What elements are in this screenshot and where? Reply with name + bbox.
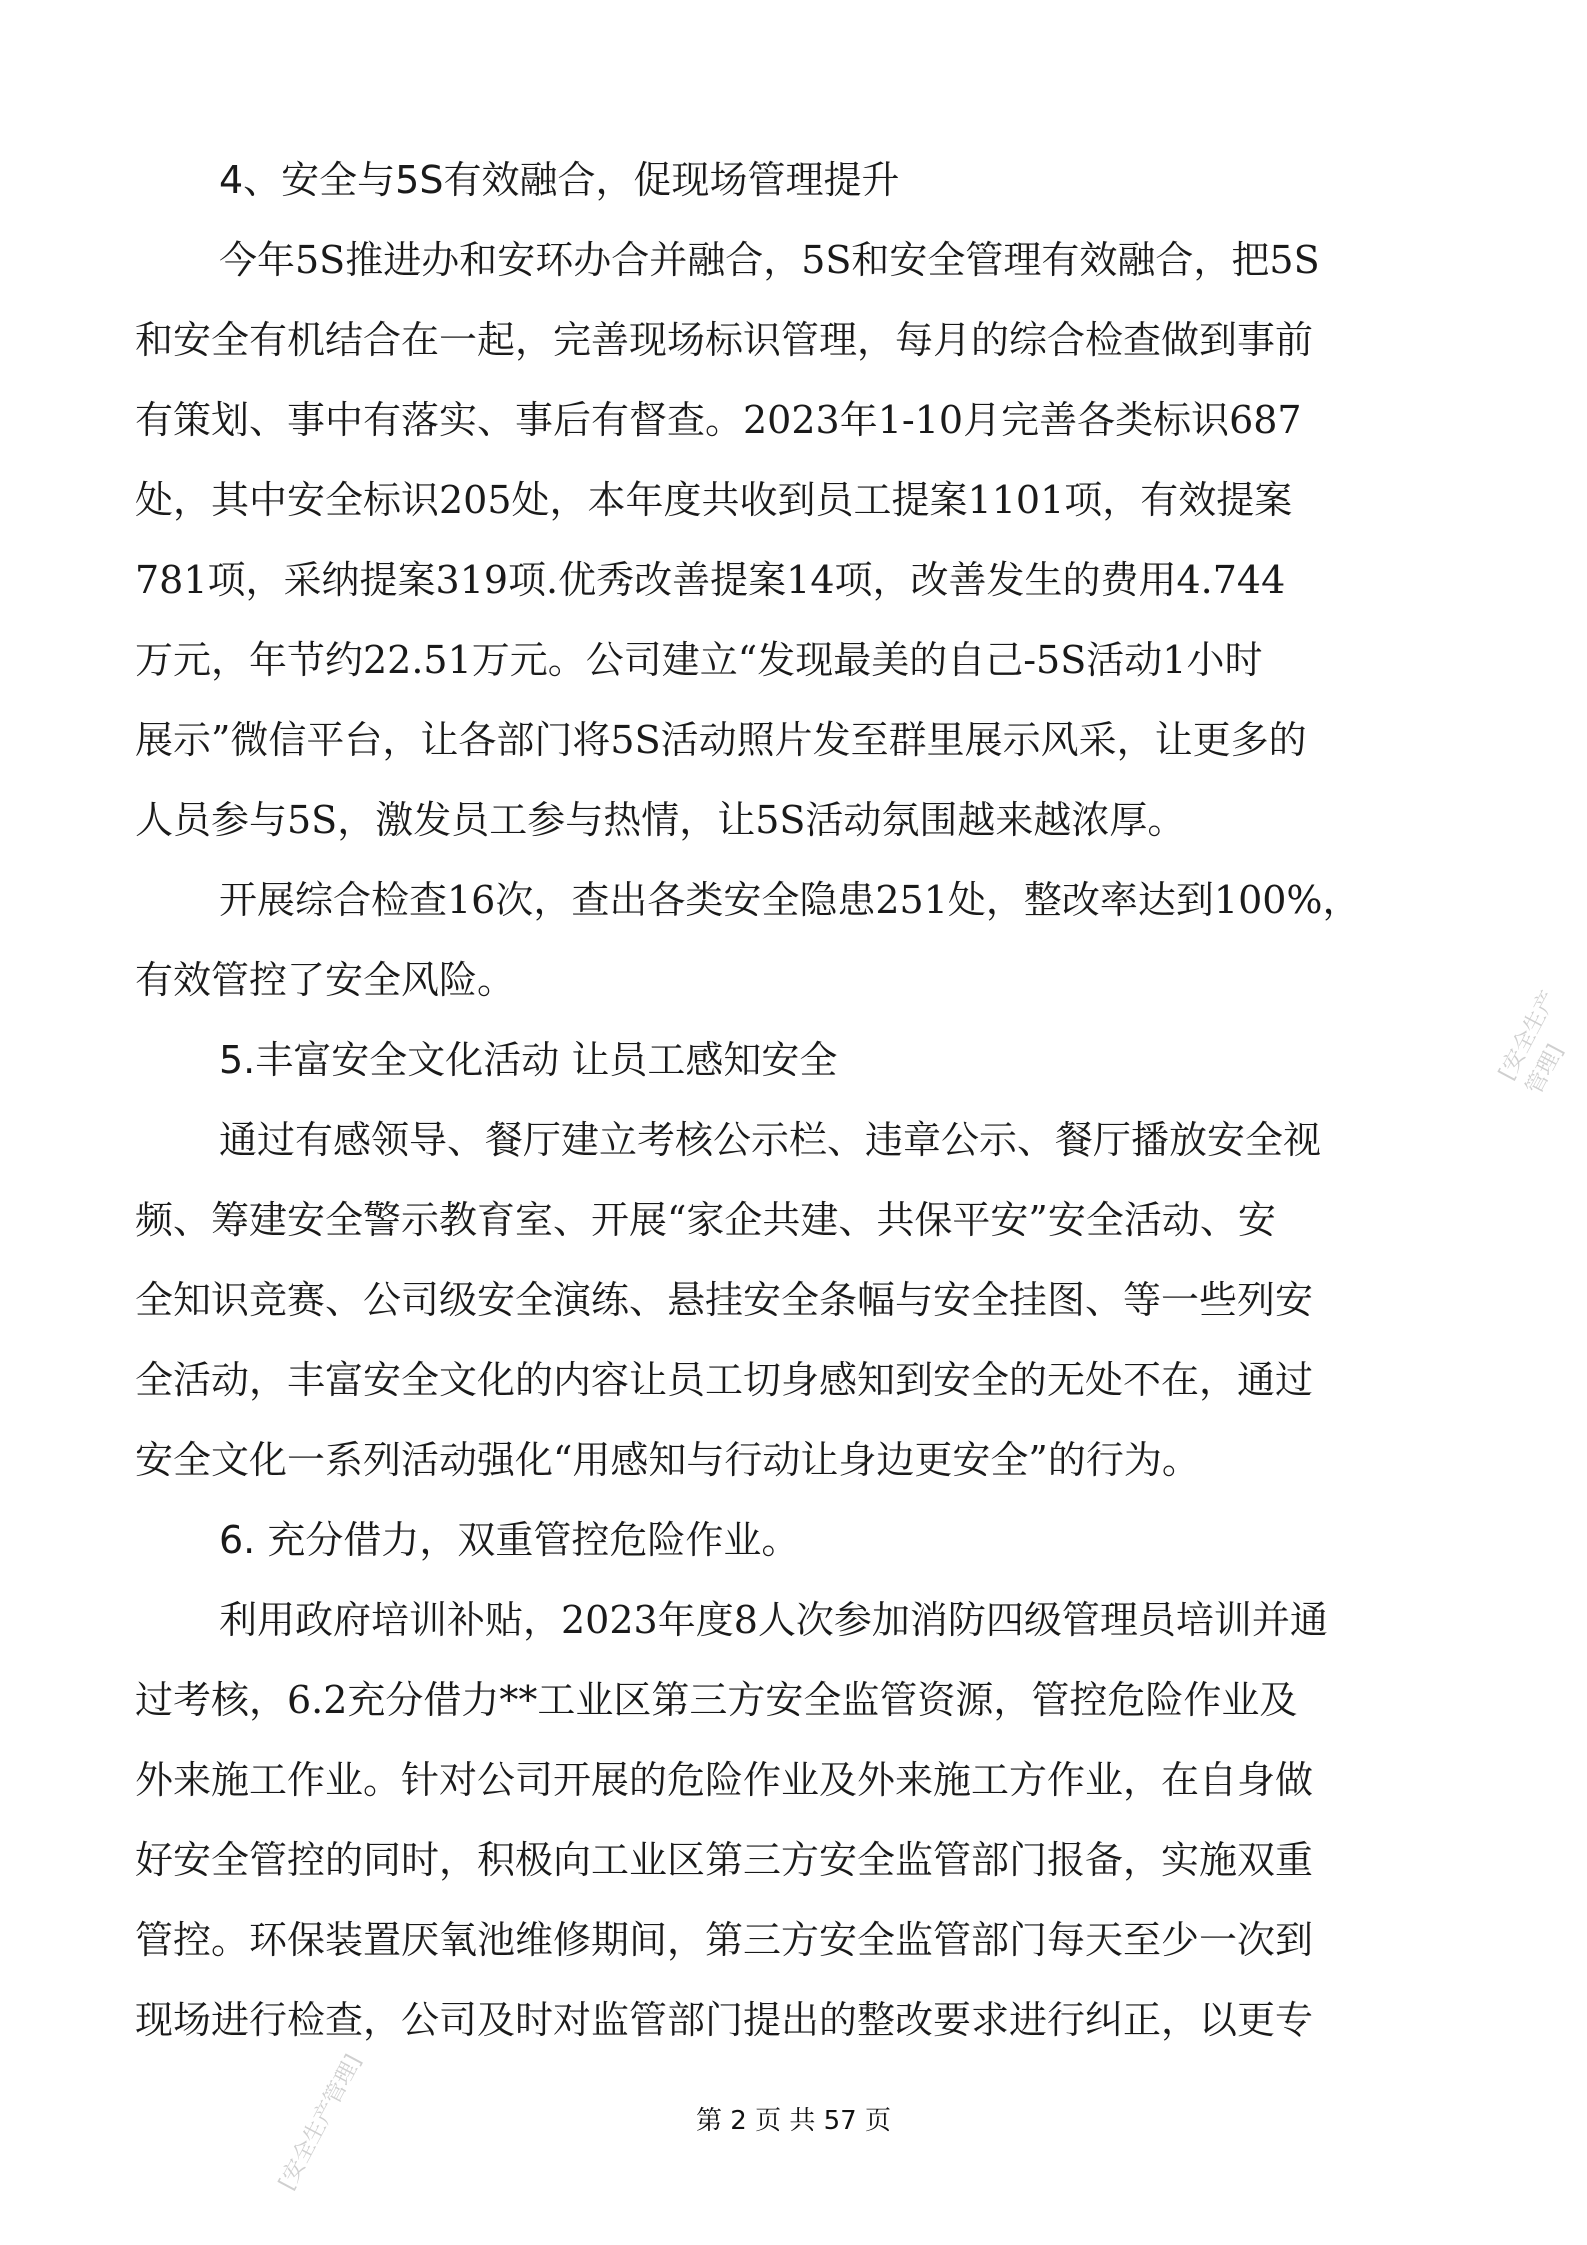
paragraph-line: 处，其中安全标识205处，本年度共收到员工提案1101项，有效提案: [135, 478, 1293, 522]
paragraph-line: 好安全管控的同时，积极向工业区第三方安全监管部门报备，实施双重: [135, 1838, 1314, 1882]
page-number: 第 2 页 共 57 页: [696, 2106, 891, 2136]
paragraph-line: 有策划、事中有落实、事后有督查。2023年1-10月完善各类标识687: [135, 398, 1302, 442]
paragraph-line: 现场进行检查，公司及时对监管部门提出的整改要求进行纠正，以更专: [135, 1998, 1314, 2042]
document-body: [135, 140, 1465, 2060]
section-heading: 6. 充分借力，双重管控危险作业。: [219, 1518, 800, 1562]
paragraph-line: 开展综合检查16次，查出各类安全隐患251处，整改率达到100%，: [219, 878, 1361, 922]
paragraph-line: 频、筹建安全警示教育室、开展“家企共建、共保平安”安全活动、安: [135, 1198, 1276, 1242]
paragraph-line: 利用政府培训补贴，2023年度8人次参加消防四级管理员培训并通: [219, 1598, 1328, 1642]
paragraph-line: 和安全有机结合在一起，完善现场标识管理，每月的综合检查做到事前: [135, 318, 1314, 362]
paragraph-line: 人员参与5S，激发员工参与热情，让5S活动氛围越来越浓厚。: [135, 798, 1186, 842]
paragraph-line: 安全文化一系列活动强化“用感知与行动让身边更安全”的行为。: [135, 1438, 1200, 1482]
paragraph-line: 通过有感领导、餐厅建立考核公示栏、违章公示、餐厅播放安全视: [219, 1118, 1322, 1162]
section-heading: 4、安全与5S有效融合，促现场管理提升: [219, 158, 900, 202]
paragraph-line: 管控。环保装置厌氧池维修期间，第三方安全监管部门每天至少一次到: [135, 1918, 1314, 1962]
paragraph-line: 有效管控了安全风险。: [135, 958, 516, 1002]
paragraph-line: 万元，年节约22.51万元。公司建立“发现最美的自己-5S活动1小时: [135, 638, 1263, 682]
paragraph-line: 今年5S推进办和安环办合并融合，5S和安全管理有效融合，把5S: [219, 238, 1320, 282]
paragraph-line: 781项，采纳提案319项.优秀改善提案14项，改善发生的费用4.744: [135, 558, 1286, 602]
paragraph-line: 全知识竞赛、公司级安全演练、悬挂安全条幅与安全挂图、等一些列安: [135, 1278, 1314, 1322]
section-heading: 5.丰富安全文化活动 让员工感知安全: [219, 1038, 838, 1082]
paragraph-line: 全活动，丰富安全文化的内容让员工切身感知到安全的无处不在，通过: [135, 1358, 1314, 1402]
watermark: [安全生产管理]: [274, 2050, 367, 2195]
watermark: [安全生产管理]: [1494, 987, 1569, 1099]
paragraph-line: 外来施工作业。针对公司开展的危险作业及外来施工方作业，在自身做: [135, 1758, 1314, 1802]
paragraph-line: 过考核，6.2充分借力**工业区第三方安全监管资源，管控危险作业及: [135, 1678, 1298, 1722]
paragraph-line: 展示”微信平台，让各部门将5S活动照片发至群里展示风采，让更多的: [135, 718, 1307, 762]
